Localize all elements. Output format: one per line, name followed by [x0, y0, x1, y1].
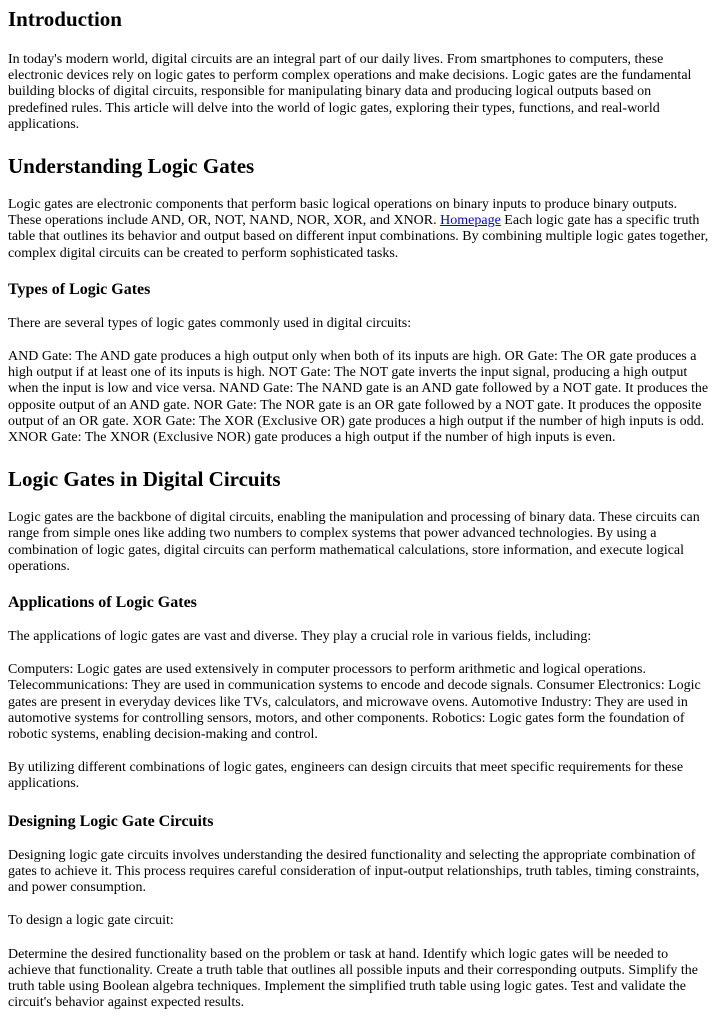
paragraph-types-intro: There are several types of logic gates commonly used in digital circuits: [8, 315, 412, 331]
paragraph-applications-intro: The applications of logic gates are vast and diverse. They play a crucial role in various fields, including: [8, 629, 592, 645]
heading-logic-gates-in-digital-circuits: Logic Gates in Digital Circuits [8, 467, 281, 492]
heading-applications-of-logic-gates: Applications of Logic Gates [8, 594, 197, 612]
heading-types-of-logic-gates: Types of Logic Gates [8, 280, 151, 298]
article [0, 6, 720, 1011]
paragraph-text-before-link: Logic gates are electronic components that perform basic logical operations on binary inputs to produce binary outputs. These operations include AND, OR, NOT, NAND, NOR, XOR, and XNOR. [8, 197, 678, 229]
heading-understanding-logic-gates: Understanding Logic Gates [8, 154, 255, 179]
heading-designing-logic-gate-circuits: Designing Logic Gate Circuits [8, 812, 214, 830]
paragraph-understanding-logic-gates [8, 197, 712, 262]
paragraph-types-list: AND Gate: The AND gate produces a high output only when both of its inputs are high. OR Gate: The OR gate produces a high output if at least one of its inputs is high. NOT Gate: The NOT gate inverts the input signal, producing a high output when the input is low and vice versa. NAND Gate: The NAND gate is an AND gate followed by a NOT gate. It produces the opposite output of an AND gate. NOR Gate: The NOR gate is an OR gate followed by a NOT gate. It produces the opposite output of an OR gate. XOR Gate: The XOR (Exclusive OR) gate produces a high output if the number of high inputs is odd. XNOR Gate: The XNOR (Exclusive NOR) gate produces a high output if the number of high inputs is even. [8, 349, 709, 446]
homepage-link[interactable]: Homepage [440, 213, 501, 229]
paragraph-design-steps: Determine the desired functionality based on the problem or task at hand. Identify which logic gates will be needed to achieve that functionality. Create a truth table that outlines all possible inputs and their corresponding outputs. Simplify the truth table using Boolean algebra techniques. Implement the simplified truth table using logic gates. Test and validate the circuit's behavior against expected results. [8, 946, 698, 1011]
paragraph-designing-intro: Designing logic gate circuits involves understanding the desired functionality and selecting the appropriate combination of gates to achieve it. This process requires careful consideration of input-output relationships, truth tables, timing constraints, and power consumption. [8, 847, 700, 896]
heading-introduction: Introduction [8, 7, 122, 31]
paragraph-text-after-link: Each logic gate has a specific truth table that outlines its behavior and output based on different input combinations. By combining multiple logic gates together, complex digital circuits can be created to perform sophisticated tasks. [8, 213, 709, 261]
paragraph-introduction: In today's modern world, digital circuits are an integral part of our daily lives. From smartphones to computers, these electronic devices rely on logic gates to perform complex operations and make decisions. Logic gates are the fundamental building blocks of digital circuits, responsible for manipulating binary data and producing logical outputs based on predefined rules. This article will delve into the world of logic gates, exploring their types, functions, and real-world applications. [8, 52, 692, 132]
paragraph-applications-list: Computers: Logic gates are used extensively in computer processors to perform arithmetic and logical operations. Telecommunications: They are used in communication systems to encode and decode signals. Consumer Electronics: Logic gates are present in everyday devices like TVs, calculators, and microwave ovens. Automotive Industry: They are used in automotive systems for controlling sensors, motors, and other components. Robotics: Logic gates form the foundation of robotic systems, enabling decision-making and control. [8, 662, 701, 743]
paragraph-digital-circuits: Logic gates are the backbone of digital circuits, enabling the manipulation and processing of binary data. These circuits can range from simple ones like adding two numbers to complex systems that power advanced technologies. By using a combination of logic gates, digital circuits can perform mathematical calculations, store information, and execute logical operations. [8, 510, 700, 574]
paragraph-applications-closing: By utilizing different combinations of logic gates, engineers can design circuits that meet specific requirements for these applications. [8, 760, 684, 792]
paragraph-design-steps-intro: To design a logic gate circuit: [8, 913, 174, 929]
